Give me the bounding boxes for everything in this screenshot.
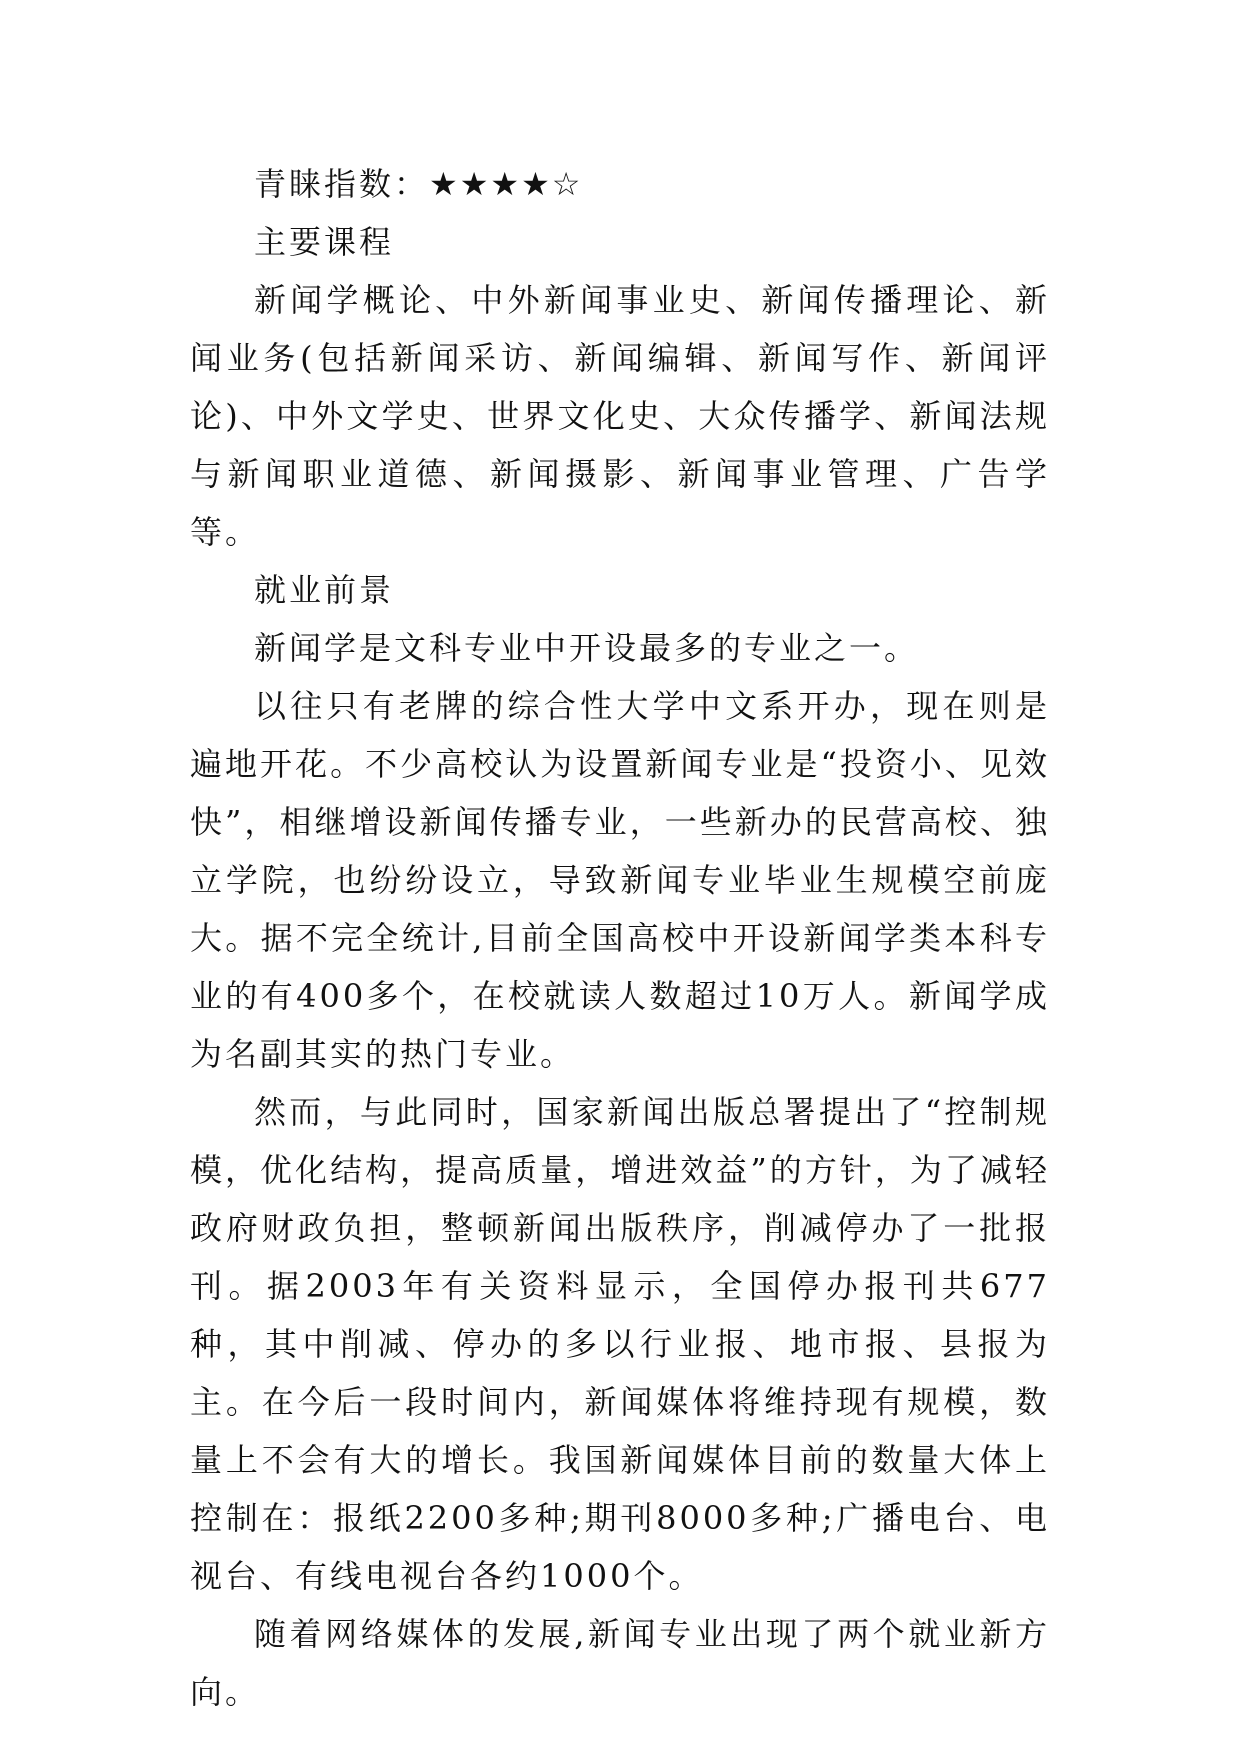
document-page (190, 155, 1050, 1721)
courses-heading: 主要课程 (254, 223, 395, 261)
star-filled-icon: ★ (429, 165, 460, 203)
star-empty-icon: ☆ (551, 165, 583, 203)
prospects-paragraph-1: 新闻学是文科专业中开设最多的专业之一。 (254, 629, 920, 667)
star-rating (429, 165, 582, 203)
prospects-paragraph-2: 以往只有老牌的综合性大学中文系开办，现在则是遍地开花。不少高校认为设置新闻专业是“投资小、见效快”，相继增设新闻传播专业，一些新办的民营高校、独立学院，也纷纷设立，导致新闻专业毕业生规模空前庞大。据不完全统计,目前全国高校中开设新闻学类本科专业的有400多个，在校就读人数超过10万人。新闻学成为名副其实的热门专业。 (190, 687, 1050, 1073)
rating-line (190, 155, 1050, 213)
courses-body: 新闻学概论、中外新闻事业史、新闻传播理论、新闻业务(包括新闻采访、新闻编辑、新闻写作、新闻评论)、中外文学史、世界文化史、大众传播学、新闻法规与新闻职业道德、新闻摄影、新闻事业管理、广告学等。 (190, 281, 1050, 551)
prospects-heading: 就业前景 (254, 571, 395, 609)
star-filled-icon: ★ (521, 165, 552, 203)
rating-label: 青睐指数： (254, 165, 430, 203)
star-filled-icon: ★ (490, 165, 522, 203)
prospects-paragraph-3: 然而，与此同时，国家新闻出版总署提出了“控制规模，优化结构，提高质量，增进效益”的方针，为了减轻政府财政负担，整顿新闻出版秩序，削减停办了一批报刊。据2003年有关资料显示，全国停办报刊共677种，其中削减、停办的多以行业报、地市报、县报为主。在今后一段时间内，新闻媒体将维持现有规模，数量上不会有大的增长。我国新闻媒体目前的数量大体上控制在：报纸2200多种;期刊8000多种;广播电台、电视台、有线电视台各约1000个。 (190, 1093, 1050, 1595)
prospects-paragraph-4: 随着网络媒体的发展,新闻专业出现了两个就业新方向。 (190, 1615, 1050, 1711)
star-filled-icon: ★ (459, 165, 491, 203)
